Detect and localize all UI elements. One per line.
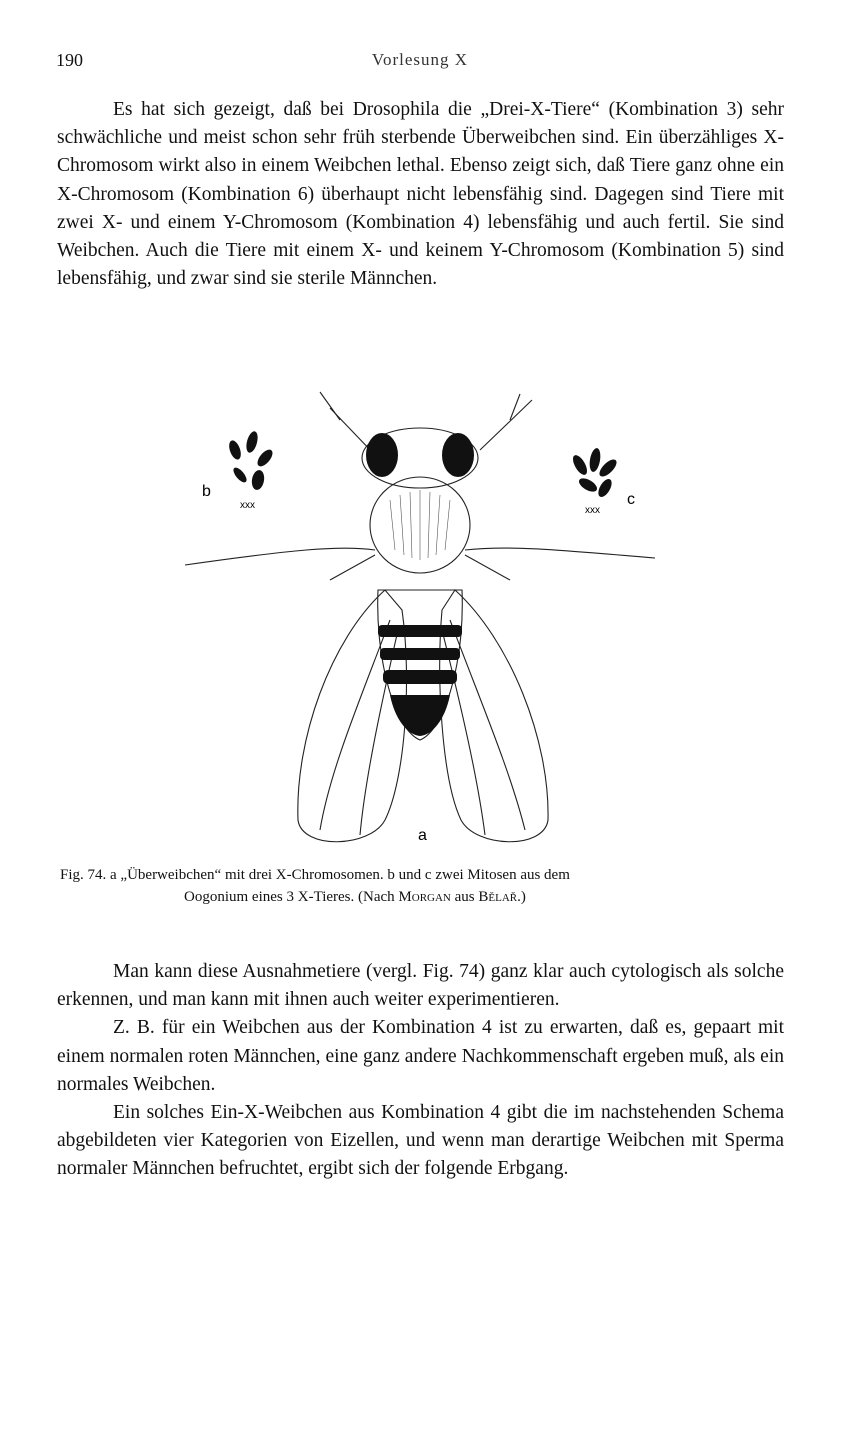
- paragraph-3: Z. B. für ein Weibchen aus der Kombination 4 ist zu erwarten, daß es, gepaart mit einem normalen roten Männchen, eine ganz andere Nachkommenschaft ergeben muß, als ein normales Weibchen.: [57, 1017, 784, 1095]
- figure-label-c: c: [627, 491, 635, 508]
- figure-74: [180, 380, 660, 850]
- figure-label-b: b: [202, 483, 211, 500]
- page-header: [56, 50, 784, 74]
- left-leg: [185, 548, 375, 565]
- caption-line-2: [60, 886, 782, 908]
- mitosis-b-marks: xxx: [240, 500, 255, 511]
- right-eye: [442, 433, 474, 477]
- mitosis-b-figure: [227, 430, 275, 491]
- caption-author-2: Bělař: [478, 889, 518, 905]
- page-number: 190: [56, 50, 83, 70]
- caption-line-2-mid: aus: [450, 889, 479, 905]
- mitosis-c-marks: xxx: [585, 505, 600, 516]
- paragraph-block-top: [57, 96, 784, 293]
- caption-line-1: Fig. 74. a „Überweibchen“ mit drei X-Chromosomen. b und c zwei Mitosen aus dem: [60, 867, 570, 883]
- mitosis-c-figure: [570, 447, 619, 499]
- figure-caption: [60, 864, 782, 908]
- caption-line-2-start: Oogonium eines 3 X-Tieres. (Nach: [184, 889, 399, 905]
- running-head: Vorlesung X: [371, 50, 469, 69]
- right-antenna: [480, 400, 532, 450]
- paragraph-block-bottom: [57, 958, 784, 1184]
- figure-label-a: a: [418, 827, 427, 844]
- caption-author-1: Morgan: [398, 889, 451, 905]
- fly-illustration: [180, 380, 660, 850]
- paragraph-4: Ein solches Ein-X-Weibchen aus Kombination 4 gibt die im nachstehenden Schema abgebildeten vier Kategorien von Eizellen, und wenn man derartige Weibchen mit Sperma normaler Männchen befruchtet, ergibt sich der folgende Erbgang.: [57, 1102, 784, 1180]
- left-eye: [366, 433, 398, 477]
- paragraph-1: Es hat sich gezeigt, daß bei Drosophila die „Drei-X-Tiere“ (Kombination 3) sehr schwächliche und meist schon sehr früh sterbende Überweibchen sind. Ein überzähliges X-Chromosom wirkt also in einem Weibchen lethal. Ebenso zeigt sich, daß Tiere ganz ohne ein X-Chromosom (Kombination 6) überhaupt nicht lebensfähig sind. Dagegen sind Tiere mit zwei X- und einem Y-Chromosom (Kombination 4) lebensfähig und auch fertil. Sie sind Weibchen. Auch die Tiere mit einem X- und keinem Y-Chromosom (Kombination 5) sind lebensfähig, und zwar sind sie sterile Männchen.: [57, 99, 784, 290]
- right-leg: [465, 548, 655, 558]
- caption-line-2-end: .): [517, 889, 526, 905]
- paragraph-2: Man kann diese Ausnahmetiere (vergl. Fig. 74) ganz klar auch cytologisch als solche erkennen, und man kann mit ihnen auch weiter experimentieren.: [57, 961, 784, 1011]
